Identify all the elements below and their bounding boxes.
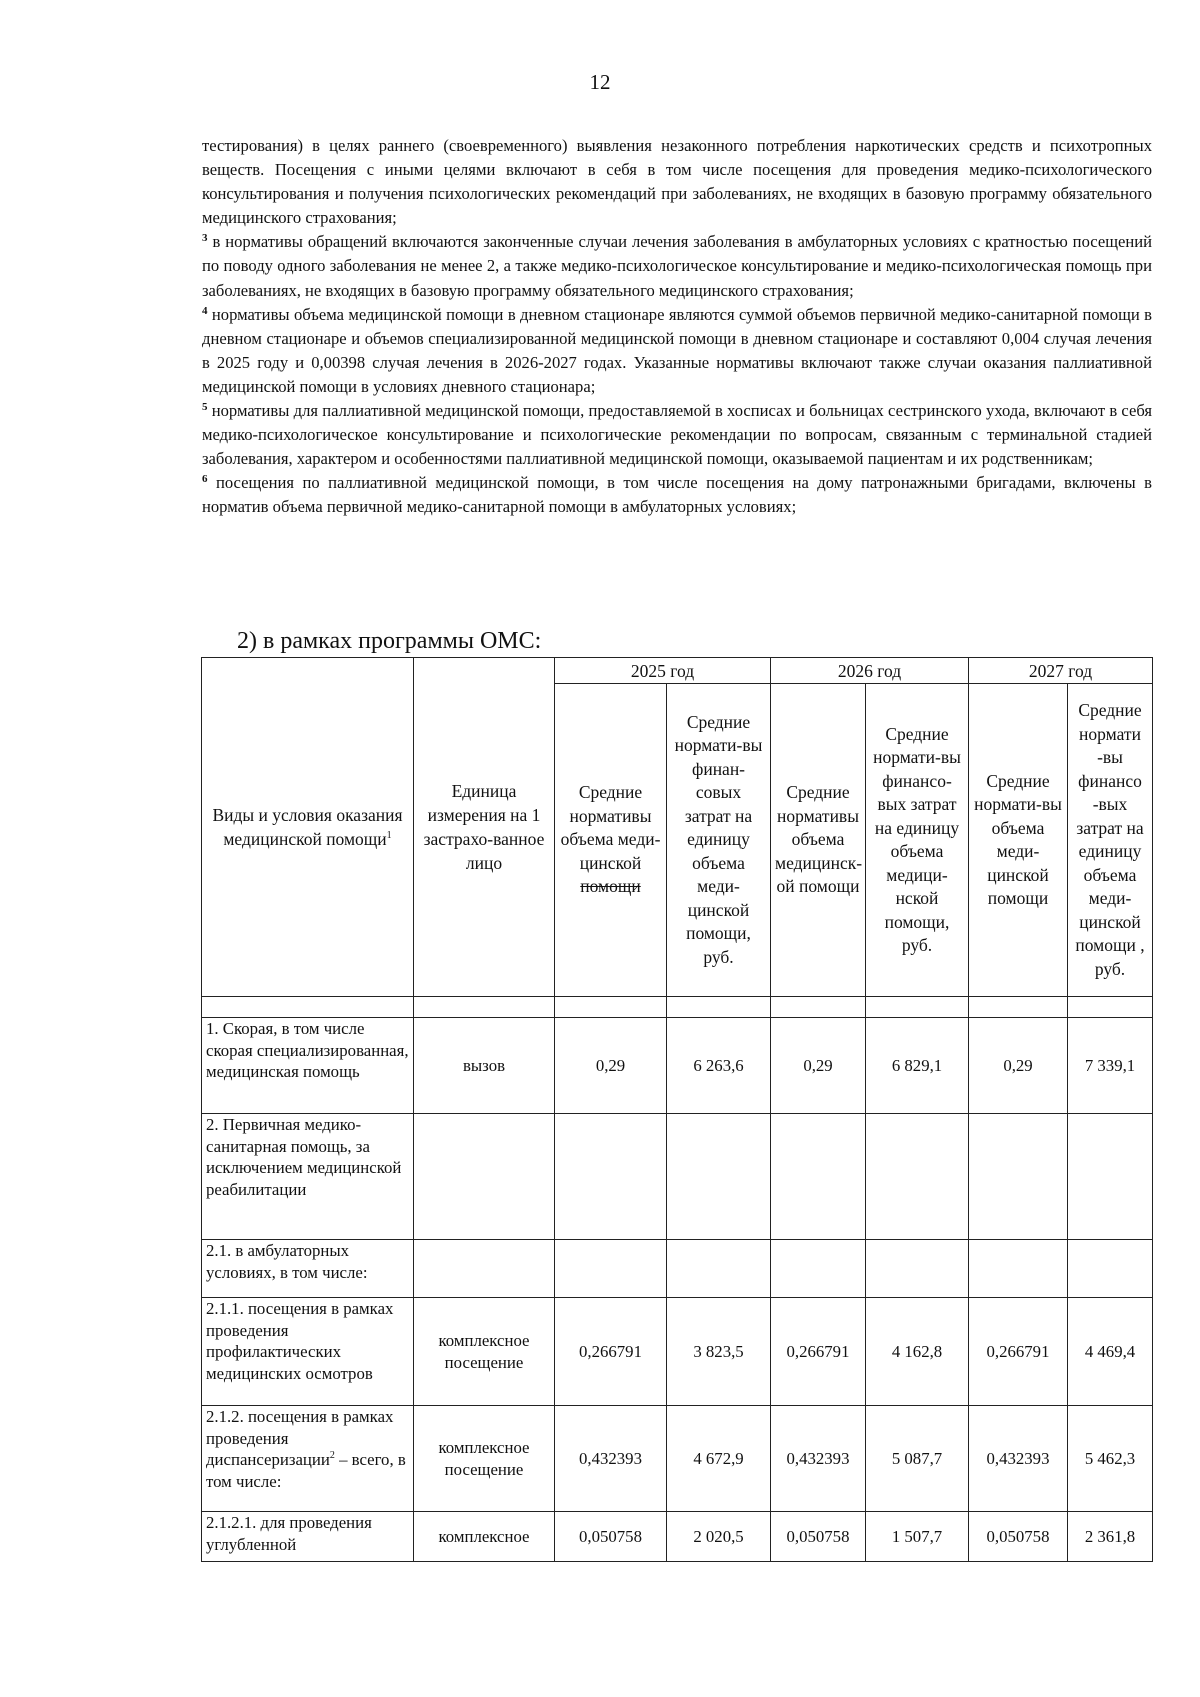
footnote-marker: 6 xyxy=(202,473,208,486)
header-year-2027: 2027 год xyxy=(969,658,1153,684)
spacer-row xyxy=(202,997,1153,1018)
table-row: 2.1.2.1. для проведения углубленной комплексное 0,050758 2 020,5 0,050758 1 507,7 0,050758 2 361,8 xyxy=(202,1512,1153,1562)
table-row: 2.1. в амбулаторных условиях, в том числе: xyxy=(202,1240,1153,1298)
page-number: 12 xyxy=(589,70,611,94)
note-continuation: тестирования) в целях раннего (своевременного) выявления незаконного потребления наркотических средств и психотропных веществ. Посещения с иными целями включают в себя в том числе посещения для проведения медико-психологического консультирования и получения психологических рекомендаций при заболеваниях, не входящих в базовую программу обязательного медицинского страхования; xyxy=(202,136,1152,228)
header-2026-cost: Средние нормати-вы финансо-вых затрат на единицу объема медици-нской помощи, руб. xyxy=(866,684,969,997)
oms-norms-table xyxy=(201,657,1153,1562)
footnote-ref: 2 xyxy=(329,1450,335,1461)
table-row: 2. Первичная медико-санитарная помощь, за исключением медицинской реабилитации xyxy=(202,1114,1153,1240)
header-2025-volume: Средние нормативы объема меди-цинской помощи xyxy=(555,684,667,997)
table-row: 2.1.1. посещения в рамках проведения профилактических медицинских осмотров комплексное посещение 0,266791 3 823,5 0,266791 4 162,8 0,266791 4 469,4 xyxy=(202,1298,1153,1406)
footnote-marker: 5 xyxy=(202,401,208,414)
header-2027-volume: Средние нормати-вы объема меди-цинской помощи xyxy=(969,684,1068,997)
header-unit: Единица измерения на 1 застрахо-ванное лицо xyxy=(414,658,555,997)
footnote-4: $^4$ нормативы объема медицинской помощи в дневном стационаре являются суммой объемов первичной медико-санитарной помощи в дневном стационаре и объемов специализированной медицинской помощи в дневном стационаре и составляют 0,004 случая лечения в 2025 году и 0,00398 случая лечения в 2026-2027 годах. Указанные нормативы включают также случаи оказания паллиативной медицинской помощи в условиях дневного стационара; xyxy=(202,304,1152,396)
header-2027-cost: Средние нормати -вы финансо -вых затрат на единицу объема меди-цинской помощи , руб. xyxy=(1068,684,1153,997)
footnote-5: $^5$ нормативы для паллиативной медицинской помощи, предоставляемой в хосписах и больницах сестринского ухода, включают в себя медико-психологическое консультирование и психологические рекомендации по вопросам, связанным с терминальной стадией заболевания, характером и особенностями паллиативной медицинской помощи, оказываемой пациентам и их родственникам; xyxy=(202,401,1152,469)
header-2025-cost: Средние нормати-вы финан-совых затрат на единицу объема меди-цинской помощи, руб. xyxy=(667,684,771,997)
header-year-2025: 2025 год xyxy=(555,658,771,684)
footnote-marker: 4 xyxy=(202,304,208,317)
header-year-2026: 2026 год xyxy=(771,658,969,684)
footnote-3: $^3$ в нормативы обращений включаются законченные случаи лечения заболевания в амбулаторных условиях с кратностью посещений по поводу одного заболевания не менее 2, а также медико-психологическое консультирование и медико-психологическая помощь при заболеваниях, не входящих в базовую программу обязательного медицинского страхования; xyxy=(202,232,1152,300)
footnote-ref: 1 xyxy=(386,830,392,841)
table-row: 1. Скорая, в том числе скорая специализированная, медицинская помощь вызов 0,29 6 263,6 0,29 6 829,1 0,29 7 339,1 xyxy=(202,1018,1153,1114)
header-kinds: Виды и условия оказания медицинской помощи$^1$ xyxy=(202,658,414,997)
header-years-row xyxy=(202,658,1153,684)
header-2026-volume: Средние нормативы объема медицинск-ой помощи xyxy=(771,684,866,997)
footnote-6: $^6$ посещения по паллиативной медицинской помощи, в том числе посещения на дому патронажными бригадами, включены в норматив объема первичной медико-санитарной помощи в амбулаторных условиях; xyxy=(202,473,1152,517)
footnotes-block xyxy=(202,134,1152,520)
table-row: 2.1.2. посещения в рамках проведения диспансеризации$^2$ – всего, в том числе: комплексное посещение 0,432393 4 672,9 0,432393 5 087,7 0,432393 5 462,3 xyxy=(202,1406,1153,1512)
footnote-marker: 3 xyxy=(202,232,208,245)
section-heading: 2) в рамках программы ОМС: xyxy=(237,628,542,654)
